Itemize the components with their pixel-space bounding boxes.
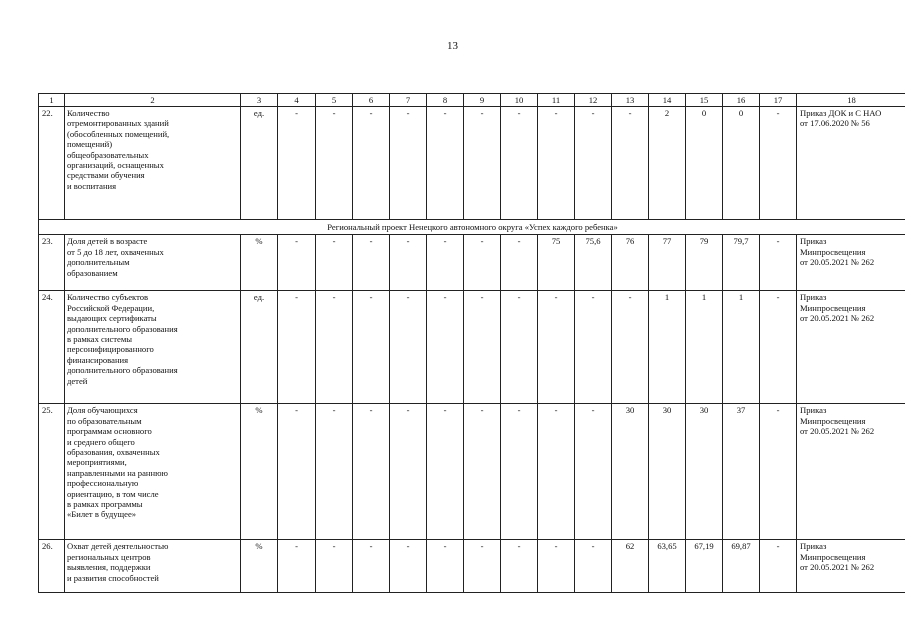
value-cell: -: [390, 235, 427, 291]
value-cell: 37: [723, 404, 760, 540]
value-cell: -: [575, 404, 612, 540]
unit-cell: %: [241, 540, 278, 593]
value-cell: -: [464, 404, 501, 540]
value-cell: -: [760, 107, 797, 220]
value-cell: -: [353, 235, 390, 291]
value-cell: -: [390, 540, 427, 593]
value-cell: 75,6: [575, 235, 612, 291]
value-cell: 0: [723, 107, 760, 220]
header-row: [39, 94, 905, 107]
value-cell: 67,19: [686, 540, 723, 593]
row-number: 22.: [39, 107, 65, 220]
row-number: 25.: [39, 404, 65, 540]
column-header: 2: [65, 94, 241, 107]
value-cell: 0: [686, 107, 723, 220]
source-document: Приказ Минпросвещения от 20.05.2021 № 262: [797, 404, 905, 540]
value-cell: -: [427, 540, 464, 593]
value-cell: -: [538, 107, 575, 220]
column-header: 1: [39, 94, 65, 107]
value-cell: 69,87: [723, 540, 760, 593]
column-header: 10: [501, 94, 538, 107]
value-cell: -: [760, 404, 797, 540]
column-header: 11: [538, 94, 575, 107]
value-cell: -: [427, 235, 464, 291]
value-cell: -: [760, 235, 797, 291]
value-cell: -: [760, 291, 797, 404]
value-cell: 2: [649, 107, 686, 220]
value-cell: -: [278, 404, 316, 540]
value-cell: -: [278, 291, 316, 404]
column-header: 14: [649, 94, 686, 107]
value-cell: -: [464, 235, 501, 291]
column-header: 6: [353, 94, 390, 107]
value-cell: -: [538, 540, 575, 593]
column-header: 9: [464, 94, 501, 107]
section-title: Региональный проект Ненецкого автономного округа «Успех каждого ребенка»: [39, 220, 905, 235]
value-cell: -: [501, 107, 538, 220]
column-header: 7: [390, 94, 427, 107]
column-header: 5: [316, 94, 353, 107]
value-cell: 30: [612, 404, 649, 540]
value-cell: 30: [686, 404, 723, 540]
column-header: 12: [575, 94, 612, 107]
value-cell: -: [501, 235, 538, 291]
value-cell: 1: [649, 291, 686, 404]
value-cell: -: [316, 235, 353, 291]
value-cell: -: [760, 540, 797, 593]
value-cell: 1: [723, 291, 760, 404]
table-row: [39, 404, 905, 540]
value-cell: 1: [686, 291, 723, 404]
value-cell: -: [501, 404, 538, 540]
row-number: 26.: [39, 540, 65, 593]
value-cell: 30: [649, 404, 686, 540]
value-cell: 76: [612, 235, 649, 291]
value-cell: -: [390, 404, 427, 540]
value-cell: -: [316, 291, 353, 404]
value-cell: -: [575, 540, 612, 593]
row-number: 23.: [39, 235, 65, 291]
table-row: [39, 540, 905, 593]
page-number: 13: [447, 40, 458, 52]
table-row: [39, 107, 905, 220]
indicators-table: [38, 93, 905, 593]
section-row: [39, 220, 905, 235]
value-cell: 75: [538, 235, 575, 291]
column-header: 15: [686, 94, 723, 107]
source-document: Приказ Минпросвещения от 20.05.2021 № 262: [797, 540, 905, 593]
table-row: [39, 235, 905, 291]
column-header: 18: [797, 94, 905, 107]
unit-cell: ед.: [241, 291, 278, 404]
value-cell: -: [575, 291, 612, 404]
value-cell: -: [427, 404, 464, 540]
value-cell: -: [464, 291, 501, 404]
value-cell: -: [464, 540, 501, 593]
source-document: Приказ Минпросвещения от 20.05.2021 № 262: [797, 235, 905, 291]
table-row: [39, 291, 905, 404]
column-header: 13: [612, 94, 649, 107]
indicator-name: Количество отремонтированных зданий (обособленных помещений, помещений) общеобразовательных организаций, оснащенных средствами обучения и воспитания: [65, 107, 241, 220]
indicator-name: Доля обучающихся по образовательным программам основного и среднего общего образования, охваченных мероприятиями, направленными на раннюю профессиональную ориентацию, в том числе в рамках программы «Билет в будущее»: [65, 404, 241, 540]
value-cell: 63,65: [649, 540, 686, 593]
unit-cell: ед.: [241, 107, 278, 220]
value-cell: -: [316, 540, 353, 593]
column-header: 4: [278, 94, 316, 107]
value-cell: -: [278, 235, 316, 291]
unit-cell: %: [241, 235, 278, 291]
value-cell: -: [353, 291, 390, 404]
unit-cell: %: [241, 404, 278, 540]
value-cell: -: [464, 107, 501, 220]
value-cell: -: [353, 107, 390, 220]
column-header: 16: [723, 94, 760, 107]
value-cell: -: [501, 540, 538, 593]
value-cell: -: [353, 540, 390, 593]
value-cell: -: [612, 291, 649, 404]
row-number: 24.: [39, 291, 65, 404]
value-cell: -: [353, 404, 390, 540]
value-cell: -: [501, 291, 538, 404]
value-cell: -: [538, 404, 575, 540]
source-document: Приказ Минпросвещения от 20.05.2021 № 262: [797, 291, 905, 404]
value-cell: -: [316, 404, 353, 540]
source-document: Приказ ДОК и С НАО от 17.06.2020 № 56: [797, 107, 905, 220]
value-cell: -: [278, 540, 316, 593]
value-cell: -: [612, 107, 649, 220]
value-cell: -: [538, 291, 575, 404]
value-cell: -: [278, 107, 316, 220]
value-cell: -: [575, 107, 612, 220]
indicator-name: Количество субъектов Российской Федерации, выдающих сертификаты дополнительного образования в рамках системы персонифицированного финансирования дополнительного образования детей: [65, 291, 241, 404]
value-cell: 79: [686, 235, 723, 291]
column-header: 3: [241, 94, 278, 107]
indicator-name: Охват детей деятельностью региональных центров выявления, поддержки и развития способностей: [65, 540, 241, 593]
value-cell: -: [316, 107, 353, 220]
column-header: 17: [760, 94, 797, 107]
value-cell: 62: [612, 540, 649, 593]
value-cell: 79,7: [723, 235, 760, 291]
indicator-name: Доля детей в возрасте от 5 до 18 лет, охваченных дополнительным образованием: [65, 235, 241, 291]
value-cell: -: [390, 291, 427, 404]
column-header: 8: [427, 94, 464, 107]
value-cell: 77: [649, 235, 686, 291]
value-cell: -: [390, 107, 427, 220]
value-cell: -: [427, 107, 464, 220]
value-cell: -: [427, 291, 464, 404]
